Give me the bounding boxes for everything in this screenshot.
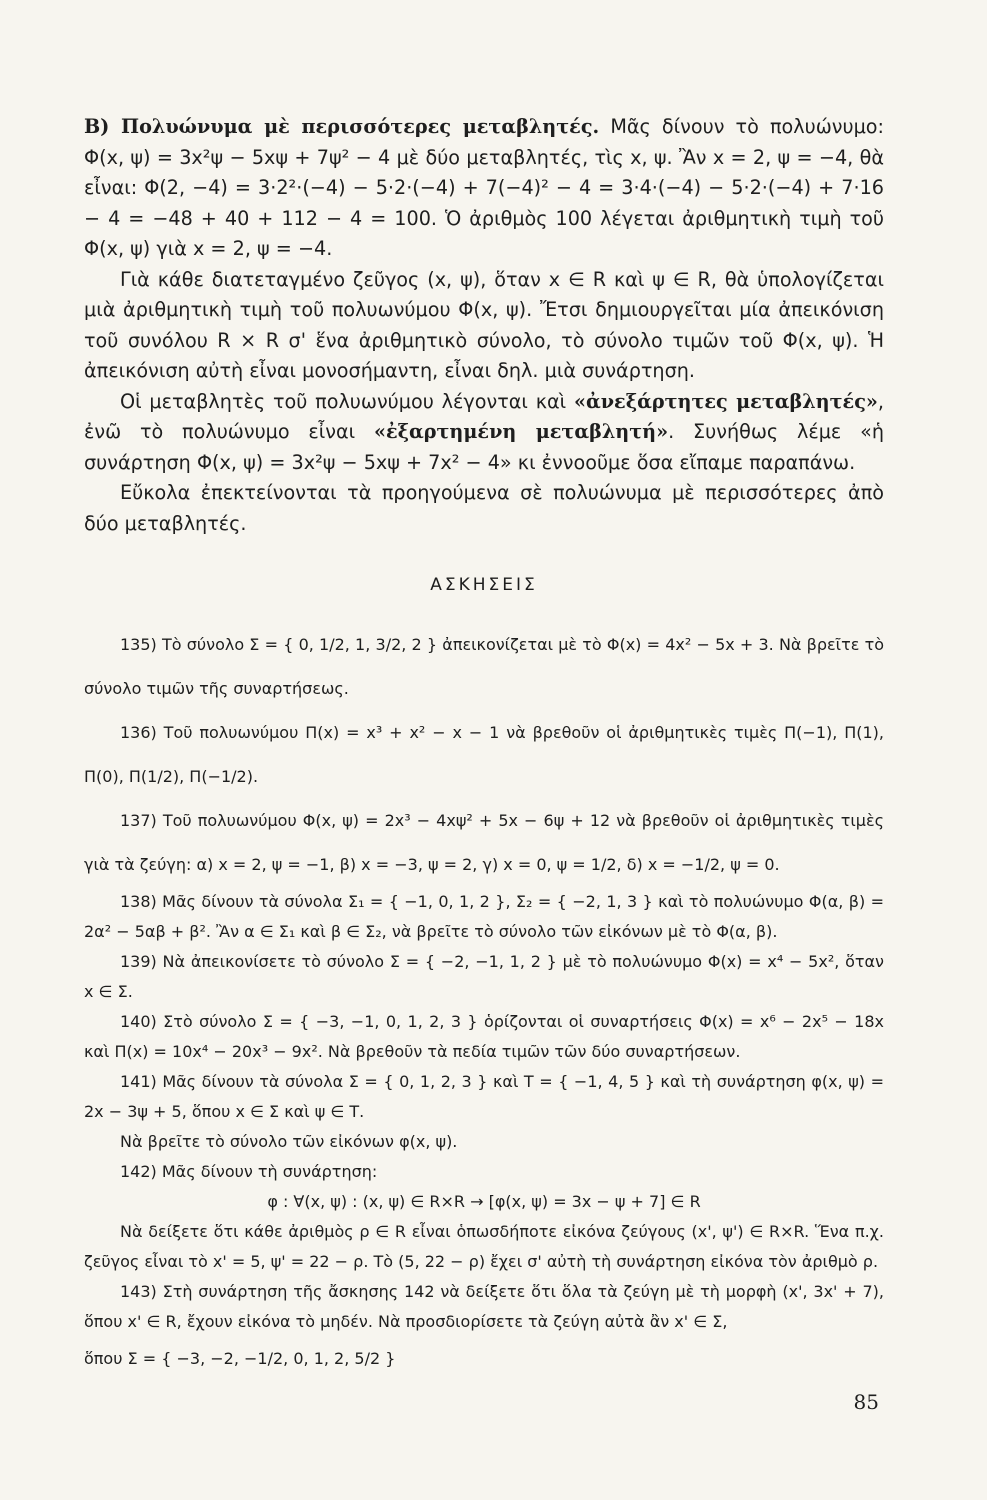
exercise-138: 138) Μᾶς δίνουν τὰ σύνολα Σ₁ = { −1, 0, 1, 2 }, Σ₂ = { −2, 1, 3 } καὶ τὸ πολυώνυμο Φ(α, β) = 2α² − 5αβ + β². Ἂν α ∈ Σ₁ καὶ β ∈ Σ₂, νὰ βρεῖτε τὸ σύνολο τῶν εἰκόνων μὲ τὸ Φ(α, β).	[84, 892, 884, 941]
exercise-142-text: Νὰ δείξετε ὅτι κάθε ἀριθμὸς ρ ∈ R εἶναι ὁπωσδήποτε εἰκόνα ζεύγους (x', ψ') ∈ R×R. Ἕνα π.χ. ζεῦγος εἶναι τὸ x' = 5, ψ' = 22 − ρ. Τὸ (5, 22 − ρ) ἔχει σ' αὐτὴ τὴ συνάρτηση εἰκόνα τὸν ἀριθμὸ ρ.	[84, 1222, 884, 1271]
exercise-141-question: Νὰ βρεῖτε τὸ σύνολο τῶν εἰκόνων φ(x, ψ).	[120, 1132, 458, 1151]
term-dependent: «ἐξαρτημένη μεταβλητή»	[373, 420, 669, 443]
exercise-140: 140) Στὸ σύνολο Σ = { −3, −1, 0, 1, 2, 3 } ὁρίζονται οἱ συναρτήσεις Φ(x) = x⁶ − 2x⁵ − 18x καὶ Π(x) = 10x⁴ − 20x³ − 9x². Νὰ βρεθοῦν τὰ πεδία τιμῶν τῶν δύο συναρτήσεων.	[84, 1012, 884, 1061]
exercise-143-formula: ὅπου Σ = { −3, −2, −1/2, 0, 1, 2, 5/2 }	[84, 1349, 396, 1368]
paragraph-variables: Οἱ μεταβλητὲς τοῦ πολυωνύμου λέγονται καὶ «ἀνεξάρτητες μεταβλητές», ἐνῶ τὸ πολυώνυμο εἶναι «ἐξαρτημένη μεταβλητή». Συνήθως λέμε «ἡ συνάρτηση Φ(x, ψ) = 3x²ψ − 5xψ + 7x² − 4» κι ἐννοοῦμε ὅσα εἴπαμε παραπάνω.	[84, 389, 885, 474]
page-content	[84, 112, 884, 1381]
exercise-142-formula: φ : ∀(x, ψ) : (x, ψ) ∈ R×R → [φ(x, ψ) = 3x − ψ + 7] ∈ R	[267, 1192, 701, 1211]
paragraph-extension: Εὔκολα ἐπεκτείνονται τὰ προηγούμενα σὲ πολυώνυμα μὲ περισσότερες ἀπὸ δύο μεταβλητές.	[84, 481, 884, 535]
page-number: 85	[853, 1390, 879, 1414]
exercise-137: 137) Τοῦ πολυωνύμου Φ(x, ψ) = 2x³ − 4xψ² + 5x − 6ψ + 12 νὰ βρεθοῦν οἱ ἀριθμητικὲς τιμὲς γιὰ τὰ ζεύγη: α) x = 2, ψ = −1, β) x = −3, ψ = 2, γ) x = 0, ψ = 1/2, δ) x = −1/2, ψ = 0.	[84, 811, 884, 874]
section-heading: B) Πολυώνυμα μὲ περισσότερες μεταβλητές.	[84, 115, 600, 138]
exercises-title: ΑΣΚΗΣΕΙΣ	[430, 575, 538, 595]
exercise-136: 136) Τοῦ πολυωνύμου Π(x) = x³ + x² − x − 1 νὰ βρεθοῦν οἱ ἀριθμητικὲς τιμὲς Π(−1), Π(1), Π(0), Π(1/2), Π(−1/2).	[84, 723, 884, 786]
term-independent: «ἀνεξάρτητες μεταβλητές»	[573, 389, 878, 413]
exercise-135: 135) Τὸ σύνολο Σ = { 0, 1/2, 1, 3/2, 2 } ἀπεικονίζεται μὲ τὸ Φ(x) = 4x² − 5x + 3. Νὰ βρεῖτε τὸ σύνολο τιμῶν τῆς συναρτήσεως.	[84, 635, 884, 698]
exercise-139: 139) Νὰ ἀπεικονίσετε τὸ σύνολο Σ = { −2, −1, 1, 2 } μὲ τὸ πολυώνυμο Φ(x) = x⁴ − 5x², ὅταν x ∈ Σ.	[84, 952, 884, 1001]
exercise-142: 142) Μᾶς δίνουν τὴ συνάρτηση:	[120, 1162, 378, 1181]
exercise-141: 141) Μᾶς δίνουν τὰ σύνολα Σ = { 0, 1, 2, 3 } καὶ Τ = { −1, 4, 5 } καὶ τὴ συνάρτηση φ(x, ψ) = 2x − 3ψ + 5, ὅπου x ∈ Σ καὶ ψ ∈ Τ.	[84, 1072, 884, 1121]
paragraph-mapping: Γιὰ κάθε διατεταγμένο ζεῦγος (x, ψ), ὅταν x ∈ R καὶ ψ ∈ R, θὰ ὑπολογίζεται μιὰ ἀριθμητικὴ τιμὴ τοῦ πολυωνύμου Φ(x, ψ). Ἔτσι δημιουργεῖται μία ἀπεικόνιση τοῦ συνόλου R × R σ' ἕνα ἀριθμητικὸ σύνολο, τὸ σύνολο τιμῶν τοῦ Φ(x, ψ). Ἡ ἀπεικόνιση αὐτὴ εἶναι μονοσήμαντη, εἶναι δηλ. μιὰ συνάρτηση.	[84, 267, 884, 382]
exercise-143: 143) Στὴ συνάρτηση τῆς ἄσκησης 142 νὰ δείξετε ὅτι ὅλα τὰ ζεύγη μὲ τὴ μορφὴ (x', 3x' + 7), ὅπου x' ∈ R, ἔχουν εἰκόνα τὸ μηδέν. Νὰ προσδιορίσετε τὰ ζεύγη αὐτὰ ἂν x' ∈ Σ,	[84, 1282, 884, 1331]
paragraph-intro: B) Πολυώνυμα μὲ περισσότερες μεταβλητές. Μᾶς δίνουν τὸ πολυώνυμο: Φ(x, ψ) = 3x²ψ − 5xψ + 7ψ² − 4 μὲ δύο μεταβλητές, τὶς x, ψ. Ἂν x = 2, ψ = −4, θὰ εἶναι: Φ(2, −4) = 3·2²·(−4) − 5·2·(−4) + 7(−4)² − 4 = 3·4·(−4) − 5·2·(−4) + 7·16 − 4 = −48 + 40 + 112 − 4 = 100. Ὁ ἀριθμὸς 100 λέγεται ἀριθμητικὴ τιμὴ τοῦ Φ(x, ψ) γιὰ x = 2, ψ = −4.	[84, 115, 884, 260]
